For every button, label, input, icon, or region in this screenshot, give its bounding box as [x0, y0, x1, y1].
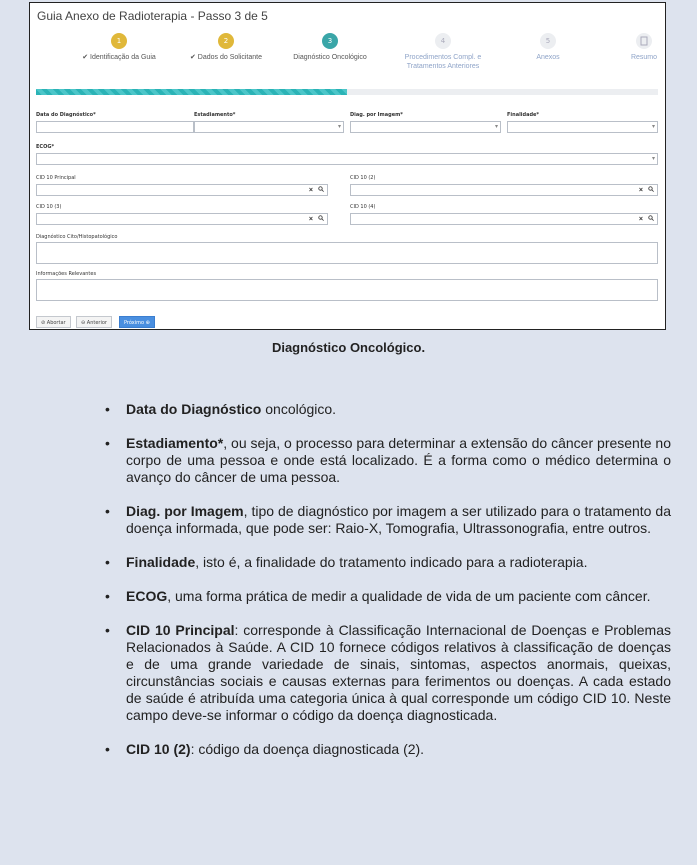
chevron-down-icon: ▾	[651, 156, 655, 162]
item-text: , ou seja, o processo para determinar a extensão do câncer presente no corpo de uma pessoa e onde está localizado. É a forma como o médico determina o avanço do câncer de uma pessoa.	[126, 435, 671, 485]
step-anexos[interactable]	[493, 33, 603, 62]
step-diagnostico[interactable]	[275, 33, 385, 62]
clear-icon[interactable]: ×	[638, 187, 643, 194]
step-solicitante[interactable]	[171, 33, 281, 62]
figure-caption: Diagnóstico Oncológico.	[271, 340, 426, 355]
cid-2-input[interactable]	[350, 184, 658, 196]
search-icon[interactable]	[648, 215, 654, 221]
abortar-button[interactable]: ⊘ Abortar	[36, 316, 71, 328]
item-text: , isto é, a finalidade do tratamento indicado para a radioterapia.	[195, 554, 588, 570]
estadiamento-select[interactable]	[194, 121, 344, 133]
label-diag-cito: Diagnóstico Cito/Histopatológico	[36, 234, 118, 240]
list-item	[126, 435, 671, 486]
search-icon[interactable]	[318, 215, 324, 221]
proximo-button[interactable]: Próximo ⊕	[119, 316, 155, 328]
document-icon	[636, 33, 652, 49]
clear-icon[interactable]: ×	[308, 187, 313, 194]
label-data-diagnostico: Data do Diagnóstico*	[36, 112, 96, 118]
item-text: , uma forma prática de medir a qualidade de vida de um paciente com câncer.	[167, 588, 651, 604]
label-cid-4: CID 10 (4)	[350, 204, 376, 210]
chevron-down-icon: ▾	[494, 124, 498, 130]
progress-fill	[36, 89, 347, 95]
finalidade-select[interactable]	[507, 121, 658, 133]
label-ecog: ECOG*	[36, 144, 55, 150]
anterior-button[interactable]: ⊖ Anterior	[76, 316, 112, 328]
clear-icon[interactable]: ×	[638, 216, 643, 223]
item-term: Finalidade	[126, 554, 196, 570]
label-cid-2: CID 10 (2)	[350, 175, 376, 181]
list-item	[126, 741, 671, 758]
item-text: , tipo de diagnóstico por imagem a ser utilizado para o tratamento da doença informada, que pode ser: Raio-X, Tomografia, Ultrassonografia, entre outros.	[126, 503, 672, 536]
info-relevantes-textarea[interactable]	[36, 279, 658, 301]
field-descriptions	[126, 401, 671, 775]
cid-4-input[interactable]	[350, 213, 658, 225]
form-title: Guia Anexo de Radioterapia - Passo 3 de 5	[37, 9, 268, 23]
chevron-down-icon: ▾	[651, 124, 655, 130]
ecog-select[interactable]	[36, 153, 658, 165]
item-text: : código da doença diagnosticada (2).	[190, 741, 425, 757]
label-estadiamento: Estadiamento*	[194, 112, 236, 118]
list-item	[126, 588, 671, 605]
step-number: 3	[322, 33, 338, 49]
label-info-relevantes: Informações Relevantes	[36, 271, 97, 277]
item-term: CID 10 (2)	[126, 741, 191, 757]
cid-principal-input[interactable]	[36, 184, 328, 196]
step-label: Resumo	[630, 54, 658, 61]
clear-icon[interactable]: ×	[308, 216, 313, 223]
item-term: Estadiamento*	[126, 435, 224, 451]
item-text: : corresponde à Classificação Internacional de Doenças e Problemas Relacionados à Saúde. A CID 10 fornece códigos relativos à classificação de doenças e de uma grande variedade de sinais, sintomas, aspectos anormais, queixas, circunstâncias sociais e causas externas para ferimentos ou doenças. A cada estado de saúde é atribuída uma categoria única à qual corresponde um código CID 10. Neste campo deve-se informar o código da doença diagnosticada.	[126, 622, 671, 723]
step-label: Anexos	[536, 54, 560, 61]
label-finalidade: Finalidade*	[507, 112, 540, 118]
step-label: ✔ Identificação da Guia	[82, 54, 156, 61]
step-resumo[interactable]	[589, 33, 697, 62]
list-item	[126, 622, 671, 724]
form-screenshot	[29, 2, 666, 330]
label-cid-3: CID 10 (3)	[36, 204, 62, 210]
item-term: Diag. por Imagem	[126, 503, 244, 519]
label-cid-principal: CID 10 Principal	[36, 175, 76, 181]
step-number: 2	[218, 33, 234, 49]
item-term: CID 10 Principal	[126, 622, 235, 638]
search-icon[interactable]	[318, 186, 324, 192]
list-item	[126, 554, 671, 571]
cid-3-input[interactable]	[36, 213, 328, 225]
step-procedimentos[interactable]	[388, 33, 498, 71]
step-number: 4	[435, 33, 451, 49]
chevron-down-icon: ▾	[337, 124, 341, 130]
step-label: Procedimentos Compl. e Tratamentos Anteriores	[404, 54, 482, 70]
step-label: Diagnóstico Oncológico	[293, 54, 367, 61]
wizard-steps	[30, 33, 665, 83]
diag-cito-textarea[interactable]	[36, 242, 658, 264]
list-item	[126, 401, 671, 418]
step-label: ✔ Dados do Solicitante	[189, 54, 263, 61]
step-identificacao[interactable]	[64, 33, 174, 62]
data-diagnostico-input[interactable]	[36, 121, 216, 133]
item-text: oncológico.	[261, 401, 337, 417]
diag-imagem-select[interactable]	[350, 121, 501, 133]
list-item	[126, 503, 671, 537]
label-diag-imagem: Diag. por Imagem*	[350, 112, 403, 118]
step-number: 1	[111, 33, 127, 49]
item-term: ECOG	[126, 588, 168, 604]
progress-bar	[36, 89, 658, 95]
item-term: Data do Diagnóstico	[126, 401, 262, 417]
step-number: 5	[540, 33, 556, 49]
search-icon[interactable]	[648, 186, 654, 192]
